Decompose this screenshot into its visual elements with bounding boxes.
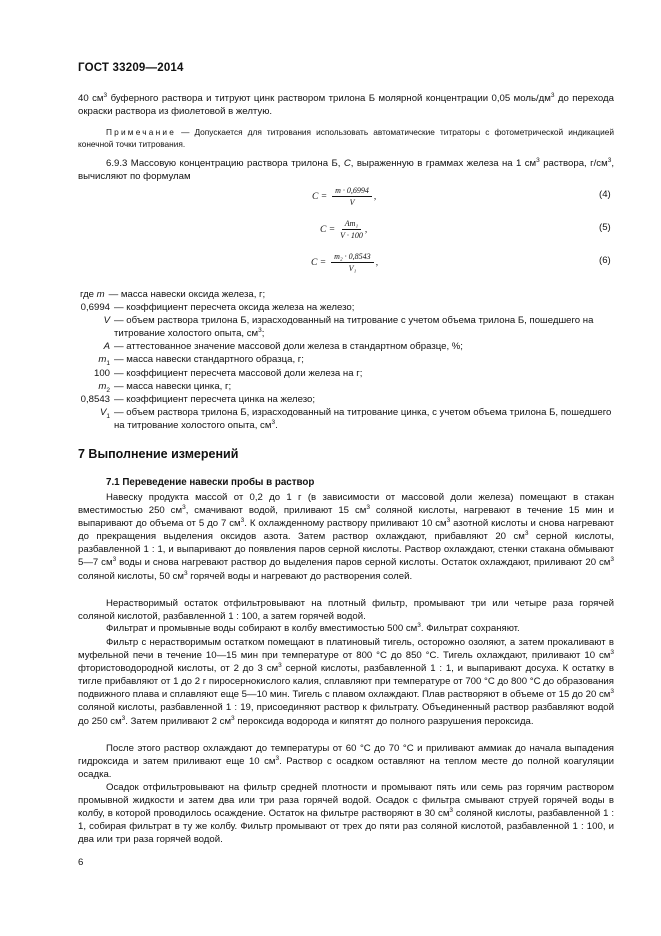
- definition-text: — объем раствора трилона Б, израсходованный на титрование цинка, с учетом объема трилона Б, пошедшего на титрование холостого опыта, $см^3$.: [114, 406, 612, 431]
- formula-denominator: V₁: [348, 264, 357, 273]
- definition-row: [60, 340, 620, 353]
- definition-row: [60, 314, 620, 340]
- definition-symbol: A: [103, 341, 110, 353]
- formula-fraction: [332, 186, 372, 207]
- definition-text: — масса навески оксида железа, г;: [108, 289, 266, 300]
- definition-row: [60, 406, 620, 432]
- note: [78, 126, 614, 150]
- formula-5-number: (5): [599, 222, 611, 233]
- formula-lhs: C =: [311, 257, 327, 268]
- formula-5: [320, 219, 367, 240]
- definition-text: — объем раствора трилона Б, израсходованный на титрование с учетом объема трилона Б, пошедшего на титрование холостого опыта, $см^3$;: [114, 315, 594, 340]
- formula-4-number: (4): [599, 189, 611, 200]
- definition-symbol: 0,6994: [80, 302, 110, 314]
- formula-numerator: m₂ · 0,8543: [331, 252, 374, 263]
- definition-row: [60, 393, 620, 406]
- intro-paragraph: 40 $см^3$ буферного раствора и титруют цинк раствором трилона Б молярной концентрации 0,05 моль/$дм^3$ до перехода окраски раствора из фиолетовой в желтую.: [78, 91, 614, 118]
- definition-symbol: где m: [80, 289, 105, 300]
- formula-lhs: C =: [320, 224, 336, 235]
- variable-definitions: [60, 288, 620, 432]
- formula-tail: ,: [364, 224, 368, 235]
- formula-tail: ,: [375, 257, 379, 268]
- formula-tail: ,: [373, 191, 377, 202]
- definition-row: [60, 353, 620, 366]
- note-text: — Допускается для титрования использовать автоматические титраторы с фотометрической индикацией конечной точки титрования.: [78, 127, 615, 149]
- definition-text: — аттестованное значение массовой доли железа в стандартном образце, %;: [114, 341, 463, 353]
- definition-symbol: 100: [93, 367, 110, 379]
- body-paragraph: Фильтр с нерастворимым остатком помещают в платиновый тигель, осторожно озоляют, а затем прокаливают в муфельной печи в течение 10—15 мин при температуре от 800 °С до 850 °С. Тигель охлаждают, приливают 10 $см^3$ фтористоводородной кислоты, от 2 до 3 $см^3$ серной кислоты, разбавленной 1 : 1, и выпаривают досуха. К остатку в тигле прибавляют от 1 до 2 г пиросернокислого калия, сплавляют при температуре от 700 °С до 800 °С до образования подвижного плава и сплавляют еще 5—10 мин. Тигель с плавом охлаждают. Плав растворяют в объеме от 15 до 20 $см^3$ соляной кислоты, разбавленной 1 : 19, присоединяют раствор к фильтрату. Объединенный раствор разбавляют водой до 250 $см^3$. Затем приливают 2 $см^3$ пероксида водорода и кипятят до полного разрушения пероксида.: [78, 637, 614, 727]
- page-number: 6: [78, 857, 84, 868]
- definition-symbol: V: [103, 315, 110, 327]
- section-6-9-3-paragraph: 6.9.3 Массовую концентрацию раствора трилона Б, С, выраженную в граммах железа на 1 $см^3$ раствора, $г/см^3$, вычисляют по формулам: [78, 156, 614, 183]
- definition-symbol: $V_1$: [99, 406, 110, 420]
- formula-numerator: Am₁: [342, 219, 361, 230]
- definition-symbol: 0,8543: [80, 393, 110, 405]
- definition-symbol: $m_2$: [98, 380, 110, 394]
- definition-text: — масса навески цинка, г;: [114, 380, 232, 392]
- body-paragraph: Нерастворимый остаток отфильтровывают на плотный фильтр, промывают три или четыре раза горячей соляной кислотой, разбавленной 1 : 100, а затем горячей водой.: [78, 598, 614, 623]
- body-paragraph: Навеску продукта массой от 0,2 до 1 г (в зависимости от массовой доли железа) помещают в стакан вместимостью 250 $см^3$, смачивают водой, приливают 15 $см^3$ соляной кислоты, нагревают в течение 15 мин и выпаривают до объема от 5 до 7 $см^3$. К охлажденному раствору приливают 10 $см^3$ азотной кислоты и снова нагревают до прекращения выделения оксидов азота. Затем раствор охлаждают, прибавляют 20 $см^3$ серной кислоты, разбавленной 1 : 1, и выпаривают до появления паров серной кислоты. Раствор охлаждают, стенки стакана обмывают 5—7 $см^3$ воды и снова нагревают раствор до выделения паров серной кислоты. Остаток охлаждают, приливают 20 $см^3$ соляной кислоты, 50 $см^3$ горячей воды и нагревают до растворения солей.: [78, 492, 614, 582]
- definition-symbol: $m_1$: [98, 354, 110, 368]
- formula-fraction: [340, 219, 363, 240]
- note-label: Примечание: [106, 127, 177, 137]
- document-header: ГОСТ 33209—2014: [78, 62, 184, 74]
- body-paragraph: После этого раствор охлаждают до температуры от 60 °С до 70 °С и приливают аммиак до начала выпадения гидроксида и затем приливают еще 10 $см^3$. Раствор с осадком оставляют на теплом месте до полной коагуляции осадка.: [78, 743, 615, 781]
- formula-6: [311, 252, 378, 273]
- formula-lhs: C =: [312, 191, 328, 202]
- body-paragraph: Фильтрат и промывные воды собирают в колбу вместимостью 500 $см^3$. Фильтрат сохраняют.: [106, 621, 520, 634]
- definition-text: — коэффициент пересчета цинка на железо;: [114, 393, 315, 405]
- formula-numerator: m · 0,6994: [332, 186, 372, 197]
- formula-denominator: V · 100: [340, 231, 363, 240]
- formula-fraction: [331, 252, 374, 273]
- section-7-heading: 7 Выполнение измерений: [78, 447, 239, 461]
- definition-text: — коэффициент пересчета массовой доли железа на г;: [114, 367, 363, 379]
- definition-row: [60, 367, 620, 380]
- formula-6-number: (6): [599, 255, 611, 266]
- definition-row: [60, 288, 620, 301]
- definition-row: [60, 301, 620, 314]
- definition-row: [60, 380, 620, 393]
- definition-text: — масса навески стандартного образца, г;: [114, 354, 304, 366]
- body-paragraph: Осадок отфильтровывают на фильтр средней плотности и промывают пять или семь раз горячим раствором промывной жидкости и затем два или три раза горячей водой. Осадок с фильтра смывают струей горячей воды в колбу, в которой проводилось осаждение. Остаток на фильтре растворяют в 30 $см^3$ соляной кислоты, разбавленной 1 : 1, собирая фильтрат в ту же колбу. Фильтр промывают от трех до пяти раз соляной кислотой, разбавленной 1 : 100, и два или три раза горячей водой.: [78, 782, 614, 846]
- formula-denominator: V: [349, 198, 355, 207]
- section-7-1-heading: 7.1 Переведение навески пробы в раствор: [106, 477, 315, 488]
- definition-text: — коэффициент пересчета оксида железа на железо;: [114, 302, 355, 314]
- formula-4: [312, 186, 376, 207]
